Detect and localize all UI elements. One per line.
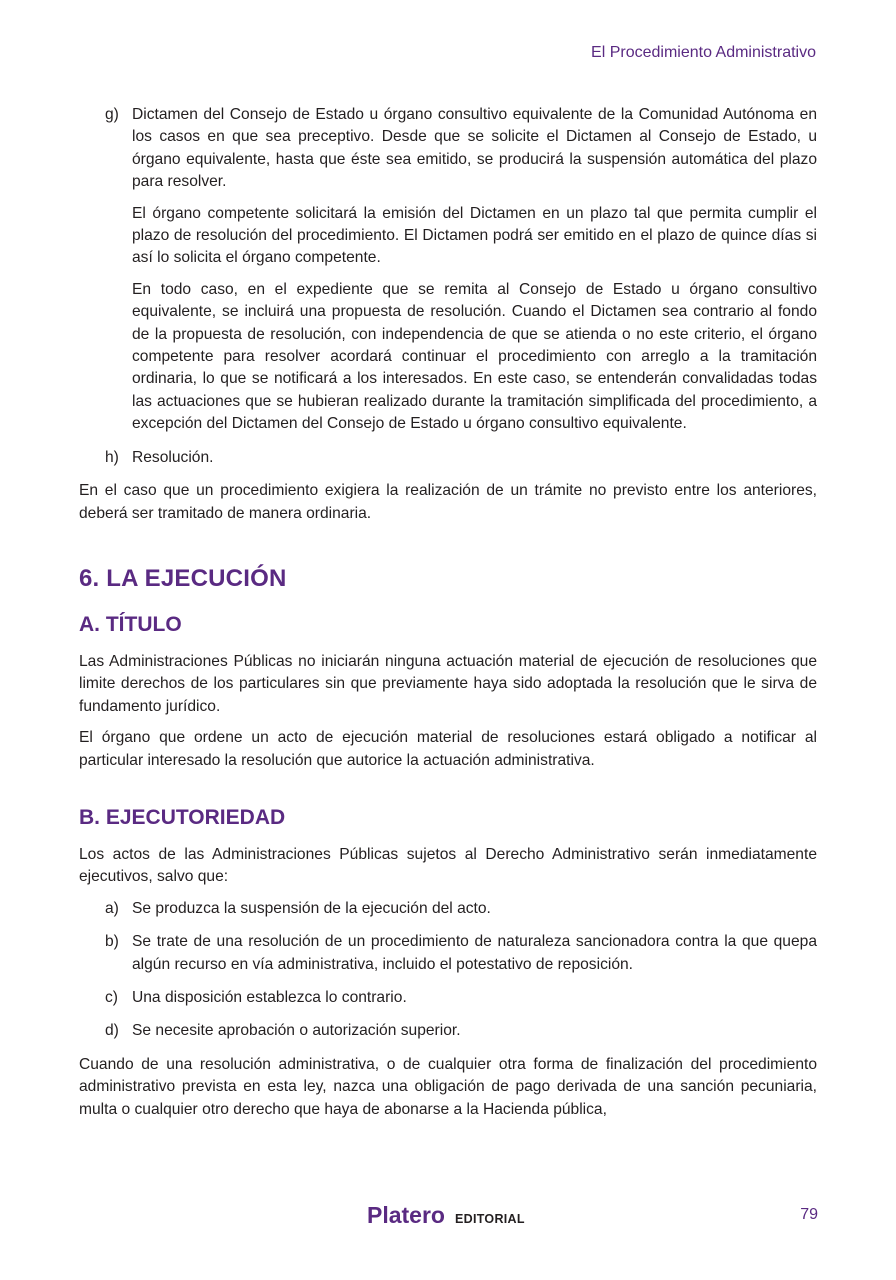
list-marker: d) [105, 1022, 119, 1040]
body-paragraph: Cuando de una resolución administrativa, o de cualquier otra forma de finalización del procedimiento administrativo prevista en esta ley, nazca una obligación de pago derivada de una sanción pecuniaria, multa o cualquier otro derecho que haya de abonarse a la Hacienda pública, [79, 1055, 817, 1118]
page-content [79, 104, 817, 1130]
page-number: 79 [800, 1206, 818, 1223]
list-item-paragraph: En todo caso, en el expediente que se remita al Consejo de Estado u órgano consultivo equivalente, se incluirá una propuesta de resolución. Cuando el Dictamen sea contrario al fondo de la propuesta de resolución, con independencia de que se atienda o no este criterio, el órgano competente para resolver acordará continuar el procedimiento con arreglo a la tramitación ordinaria, lo que se notificará a los interesados. En este caso, se entenderán convalidadas todas las actuaciones que se hubieran realizado durante la tramitación simplificada del procedimiento, a excepción del Dictamen del Consejo de Estado u órgano consultivo equivalente. [132, 280, 817, 433]
body-paragraph: El órgano que ordene un acto de ejecución material de resoluciones estará obligado a notificar al particular interesado la resolución que autorice la actuación administrativa. [79, 729, 817, 769]
list-item-g [79, 104, 817, 436]
list-marker: b) [105, 933, 119, 951]
brand-name: Platero [367, 1202, 445, 1228]
list-item-paragraph: Dictamen del Consejo de Estado u órgano consultivo equivalente de la Comunidad Autónoma en los casos en que sea preceptivo. Desde que se solicite el Dictamen al Consejo de Estado, u órgano equivalente, hasta que éste sea emitido, se producirá la suspensión automática del plazo para resolver. [132, 106, 817, 191]
list-item-b [79, 931, 817, 976]
list-marker: a) [105, 899, 119, 917]
list-marker: h) [105, 448, 119, 466]
list-item-paragraph: El órgano competente solicitará la emisión del Dictamen en un plazo tal que permita cumplir el plazo de resolución del procedimiento. El Dictamen podrá ser emitido en el plazo de quince días si así lo solicita el órgano competente. [132, 204, 817, 267]
list-marker: c) [105, 988, 118, 1006]
list-item-d [79, 1020, 817, 1042]
subsection-heading-b: B. EJECUTORIEDAD [79, 805, 286, 829]
body-paragraph: En el caso que un procedimiento exigiera la realización de un trámite no previsto entre los anteriores, deberá ser tramitado de manera ordinaria. [79, 482, 817, 522]
list-item-a [79, 898, 817, 920]
list-item-text: Una disposición establezca lo contrario. [132, 988, 407, 1006]
list-item-text: Se trate de una resolución de un procedimiento de naturaleza sancionadora contra la que quepa algún recurso en vía administrativa, incluido el potestativo de reposición. [132, 933, 817, 973]
publisher-logo [367, 1202, 525, 1229]
subsection-heading-a: A. TÍTULO [79, 612, 182, 636]
section-heading: 6. LA EJECUCIÓN [79, 564, 287, 592]
list-item-c [79, 987, 817, 1009]
running-header: El Procedimiento Administrativo [591, 44, 816, 61]
list-item-paragraph: Resolución. [132, 448, 214, 466]
list-item-text: Se necesite aprobación o autorización superior. [132, 1022, 461, 1040]
list-marker: g) [105, 106, 119, 123]
list-item-text: Se produzca la suspensión de la ejecución del acto. [132, 899, 491, 917]
brand-subtitle: EDITORIAL [454, 1212, 525, 1226]
body-paragraph: Los actos de las Administraciones Públicas sujetos al Derecho Administrativo serán inmediatamente ejecutivos, salvo que: [79, 845, 817, 886]
list-item-h [79, 447, 817, 469]
body-paragraph: Las Administraciones Públicas no iniciarán ninguna actuación material de ejecución de resoluciones que limite derechos de los particulares sin que previamente haya sido adoptada la resolución que le sirva de fundamento jurídico. [79, 652, 817, 715]
